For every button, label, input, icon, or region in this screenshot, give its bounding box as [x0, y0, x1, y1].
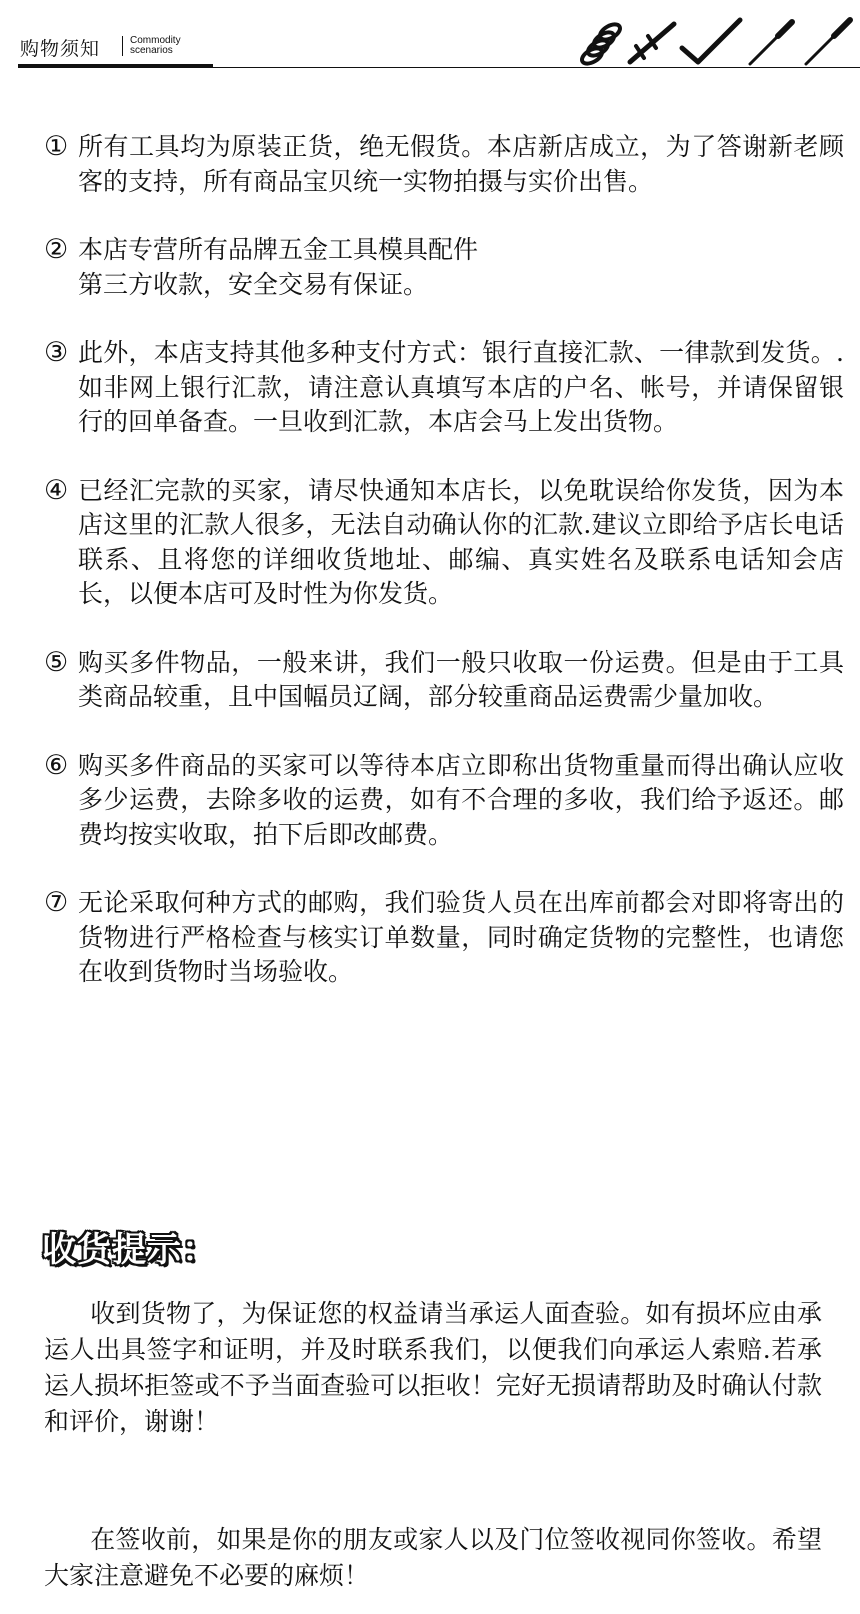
signing-tip-text: 在签收前，如果是你的朋友或家人以及门位签收视同你签收。希望大家注意避免不必要的麻烦！ — [44, 1525, 822, 1590]
tools-illustration — [578, 14, 860, 70]
item-number: ① — [44, 131, 69, 162]
header-subtitle — [130, 36, 181, 56]
item-text: 购买多件商品的买家可以等待本店立即称出货物重量而得出确认应收多少运费，去除多收的运费，如有不合理的多收，我们给予返还。邮费均按实收取，拍下后即改邮费。 — [78, 750, 844, 849]
item-text: 所有工具均为原装正货，绝无假货。本店新店成立，为了答谢新老顾客的支持，所有商品宝贝统一实物拍摄与实价出售。 — [78, 132, 844, 196]
caliper-icon — [630, 24, 674, 62]
item-number: ⑤ — [44, 646, 69, 678]
shopping-notes-list — [44, 130, 844, 1024]
item-number: ② — [44, 234, 69, 265]
item-number: ⑦ — [44, 887, 69, 918]
item-number: ③ — [44, 337, 69, 368]
receipt-tips-heading: 收货提示： — [42, 1230, 217, 1270]
item-text: 无论采取何种方式的邮购，我们验货人员在出库前都会对即将寄出的货物进行严格检查与核实订单数量，同时确定货物的完整性，也请您在收到货物时当场验收。 — [78, 888, 844, 986]
header-subtitle-line1: Commodity — [130, 35, 181, 46]
spring-icon — [579, 21, 622, 66]
signing-tip-paragraph — [44, 1522, 822, 1594]
page-header — [0, 0, 860, 72]
item-number: ⑥ — [44, 749, 69, 781]
header-divider — [122, 36, 123, 56]
receipt-tip-paragraph — [44, 1296, 822, 1440]
screwdriver-icon — [806, 20, 850, 64]
hex-key-icon — [682, 20, 740, 62]
item-text: 本店专营所有品牌五金工具模具配件 第三方收款，安全交易有保证。 — [78, 235, 479, 299]
list-item — [44, 474, 844, 612]
list-item — [44, 886, 844, 990]
header-title: 购物须知 — [20, 38, 101, 60]
list-item — [44, 749, 844, 853]
list-item — [44, 130, 844, 199]
list-item — [44, 646, 844, 715]
header-subtitle-line2: scenarios — [130, 45, 173, 56]
item-number: ④ — [44, 474, 69, 506]
item-text: 购买多件物品，一般来讲，我们一般只收取一份运费。但是由于工具类商品较重，且中国幅员辽阔，部分较重商品运费需少量加收。 — [78, 647, 844, 711]
screwdriver-icon — [750, 22, 792, 64]
item-text: 此外，本店支持其他多种支付方式：银行直接汇款、一律款到发货。.如非网上银行汇款，请注意认真填写本店的户名、帐号，并请保留银行的回单备查。一旦收到汇款，本店会马上发出货物。 — [78, 338, 844, 436]
item-text: 已经汇完款的买家，请尽快通知本店长，以免耽误给你发货，因为本店这里的汇款人很多，无法自动确认你的汇款.建议立即给予店长电话联系、且将您的详细收货地址、邮编、真实姓名及联系电话知会店长，以便本店可及时性为你发货。 — [78, 475, 844, 608]
list-item — [44, 336, 844, 440]
list-item — [44, 233, 844, 302]
receipt-tip-text: 收到货物了，为保证您的权益请当承运人面查验。如有损坏应由承运人出具签字和证明，并及时联系我们，以便我们向承运人索赔.若承运人损坏拒签或不予当面查验可以拒收！完好无损请帮助及时确认付款和评价，谢谢！ — [44, 1299, 822, 1436]
